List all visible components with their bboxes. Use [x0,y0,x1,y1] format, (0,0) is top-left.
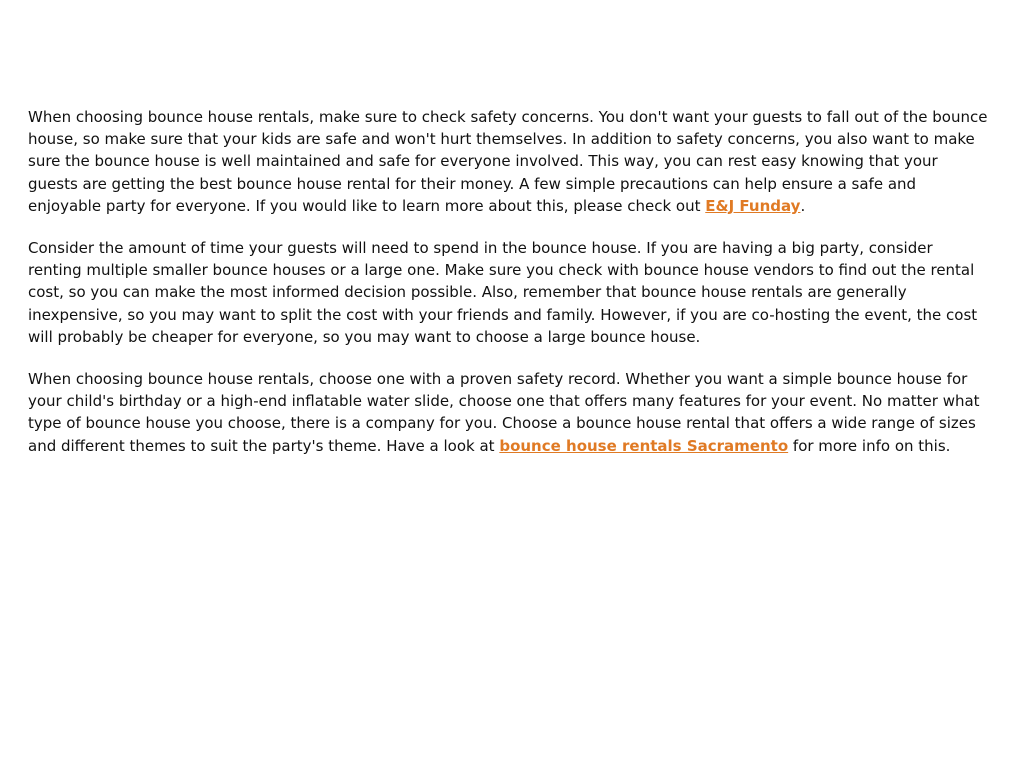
paragraph-record [28,368,990,457]
paragraph-record-end: for more info on this. [788,436,951,455]
paragraph-safety-text: When choosing bounce house rentals, make sure to check safety concerns. You don't want your guests to fall out of the bounce house, so make sure that your kids are safe and won't hurt themselves. In addition to safety concerns, you also want to make sure the bounce house is well maintained and safe for everyone involved. This way, you can rest easy knowing that your guests are getting the best bounce house rental for their money. A few simple precautions can help ensure a safe and enjoyable party for everyone. If you would like to learn more about this, please check out [28,108,988,215]
link-ej-funday[interactable]: E&J Funday [705,196,801,215]
paragraph-time [28,237,990,348]
link-bounce-house-rentals-sacramento[interactable]: bounce house rentals Sacramento [499,436,789,455]
paragraph-safety-end: . [800,196,806,215]
article-body [28,106,990,477]
paragraph-record-text: When choosing bounce house rentals, choose one with a proven safety record. Whether you want a simple bounce house for your child's birthday or a high-end inflatable water slide, choose one that offers many features for your event. No matter what type of bounce house you choose, there is a company for you. Choose a bounce house rental that offers a wide range of sizes and different themes to suit the party's theme. Have a look at [28,370,980,455]
paragraph-safety [28,106,990,217]
paragraph-time-text: Consider the amount of time your guests will need to spend in the bounce house. If you are having a big party, consider renting multiple smaller bounce houses or a large one. Make sure you check with bounce house vendors to find out the rental cost, so you can make the most informed decision possible. Also, remember that bounce house rentals are generally inexpensive, so you may want to split the cost with your friends and family. However, if you are co-hosting the event, the cost will probably be cheaper for everyone, so you may want to choose a large bounce house. [28,239,978,346]
